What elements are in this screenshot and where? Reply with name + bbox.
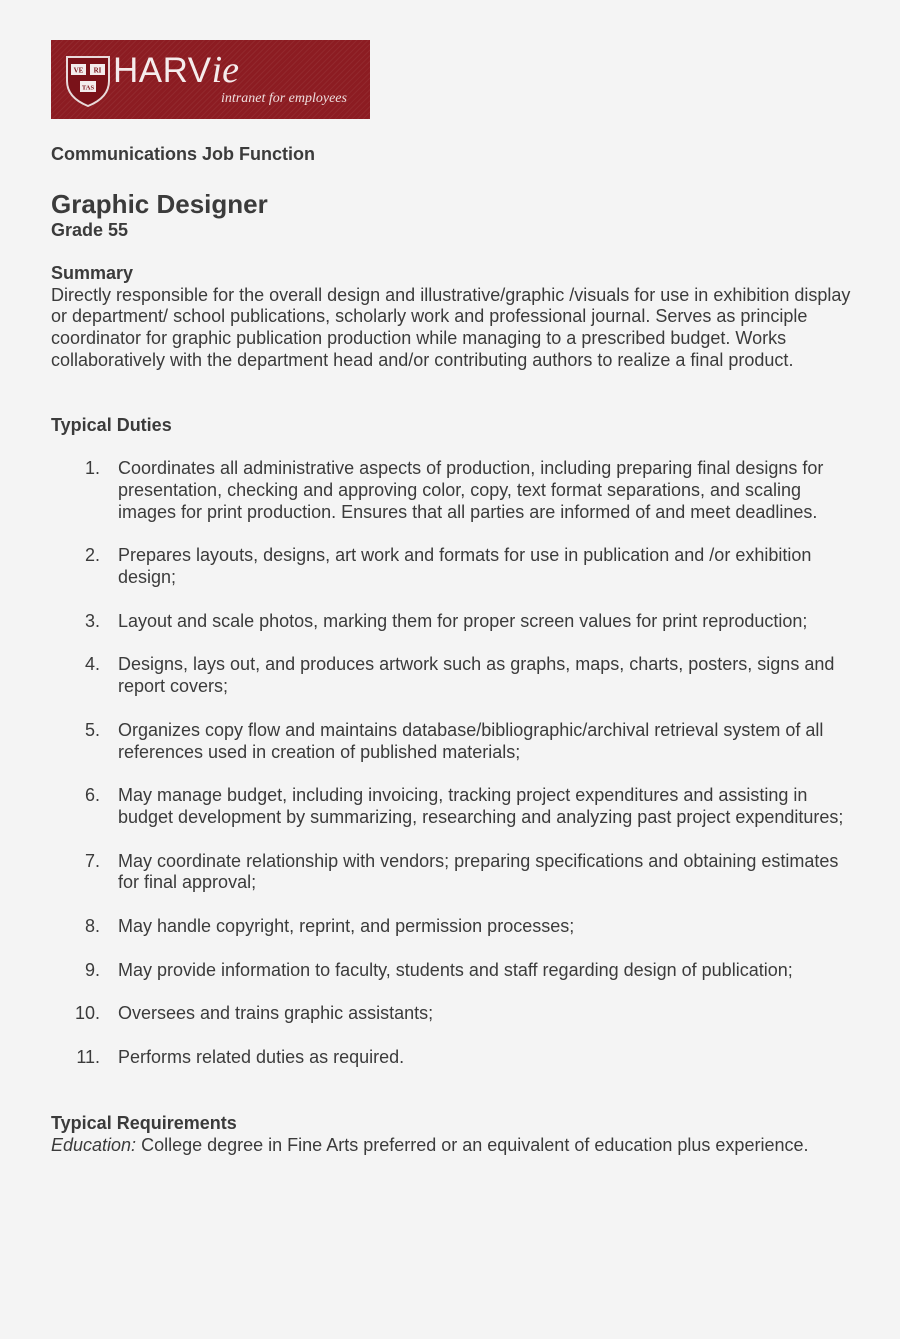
duty-item <box>51 960 861 982</box>
job-grade: Grade 55 <box>51 220 129 240</box>
duty-text: Designs, lays out, and produces artwork such as graphs, maps, charts, posters, signs and report covers; <box>118 654 835 697</box>
duty-text: Organizes copy flow and maintains database/bibliographic/archival retrieval system of all references used in creation of published materials; <box>118 719 824 762</box>
duty-item <box>51 654 861 697</box>
duty-item <box>51 916 861 938</box>
duty-number: 11. <box>76 1047 100 1068</box>
logo-tagline: intranet for employees <box>221 91 347 106</box>
duty-number: 9. <box>84 959 100 980</box>
duty-item <box>51 785 861 828</box>
duty-number: 2. <box>84 545 100 566</box>
job-function-label: Communications Job Function <box>51 144 315 164</box>
duty-number: 5. <box>84 719 100 740</box>
duties-list <box>51 458 861 1069</box>
duty-item <box>51 1003 861 1025</box>
duty-text: Layout and scale photos, marking them for proper screen values for print reproduction; <box>118 610 808 631</box>
harvie-logo[interactable] <box>51 40 370 119</box>
summary-heading: Summary <box>51 263 134 283</box>
duty-number: 6. <box>84 785 100 806</box>
duty-item <box>51 851 861 894</box>
duty-item <box>51 720 861 763</box>
duty-number: 10. <box>74 1003 100 1024</box>
duty-item <box>51 458 861 523</box>
duty-item <box>51 545 861 588</box>
requirements-education <box>51 1135 861 1157</box>
duty-number: 8. <box>84 916 100 937</box>
duties-heading: Typical Duties <box>51 414 172 435</box>
harvard-shield-icon <box>65 55 111 107</box>
requirements-heading: Typical Requirements <box>51 1112 237 1133</box>
job-title: Graphic Designer <box>51 189 268 219</box>
duty-text: Prepares layouts, designs, art work and formats for use in publication and /or exhibition design; <box>118 545 812 588</box>
shield-letters-1: VE <box>73 66 84 75</box>
summary-text: Directly responsible for the overall design and illustrative/graphic /visuals for use in exhibition display or department/ school publications, scholarly work and professional journal. Serves as principle coordinator for graphic publication production while managing to a prescribed budget. Works collaboratively with the department head and/or contributing authors to realize a final product. <box>51 284 851 370</box>
duty-number: 1. <box>84 458 100 479</box>
duty-number: 3. <box>84 610 100 631</box>
duty-item <box>51 611 861 633</box>
duty-text: May provide information to faculty, students and staff regarding design of publication; <box>118 959 793 980</box>
document-page <box>51 40 861 1156</box>
education-label: Education: <box>51 1134 137 1155</box>
duty-text: Performs related duties as required. <box>118 1047 405 1068</box>
shield-letters-2: RI <box>93 66 102 75</box>
education-text: College degree in Fine Arts preferred or an equivalent of education plus experience. <box>136 1134 809 1155</box>
duty-text: May manage budget, including invoicing, tracking project expenditures and assisting in budget development by summarizing, researching and analyzing past project expenditures; <box>118 785 844 827</box>
duty-text: May coordinate relationship with vendors; preparing specifications and obtaining estimates for final approval; <box>118 850 839 893</box>
logo-word-italic: ie <box>211 49 240 91</box>
duty-number: 7. <box>84 850 100 871</box>
logo-wordmark <box>113 51 239 89</box>
logo-word-main: HARV <box>113 51 212 90</box>
duty-text: Coordinates all administrative aspects of production, including preparing final designs for presentation, checking and approving color, copy, text format separations, and scaling images for print production. Ensures that all parties are informed of and meet deadlines. <box>118 458 824 522</box>
shield-letters-3: TAS <box>81 84 95 92</box>
duty-text: Oversees and trains graphic assistants; <box>118 1003 434 1024</box>
duty-number: 4. <box>84 654 100 675</box>
duty-text: May handle copyright, reprint, and permission processes; <box>118 916 575 937</box>
duty-item <box>51 1047 861 1069</box>
